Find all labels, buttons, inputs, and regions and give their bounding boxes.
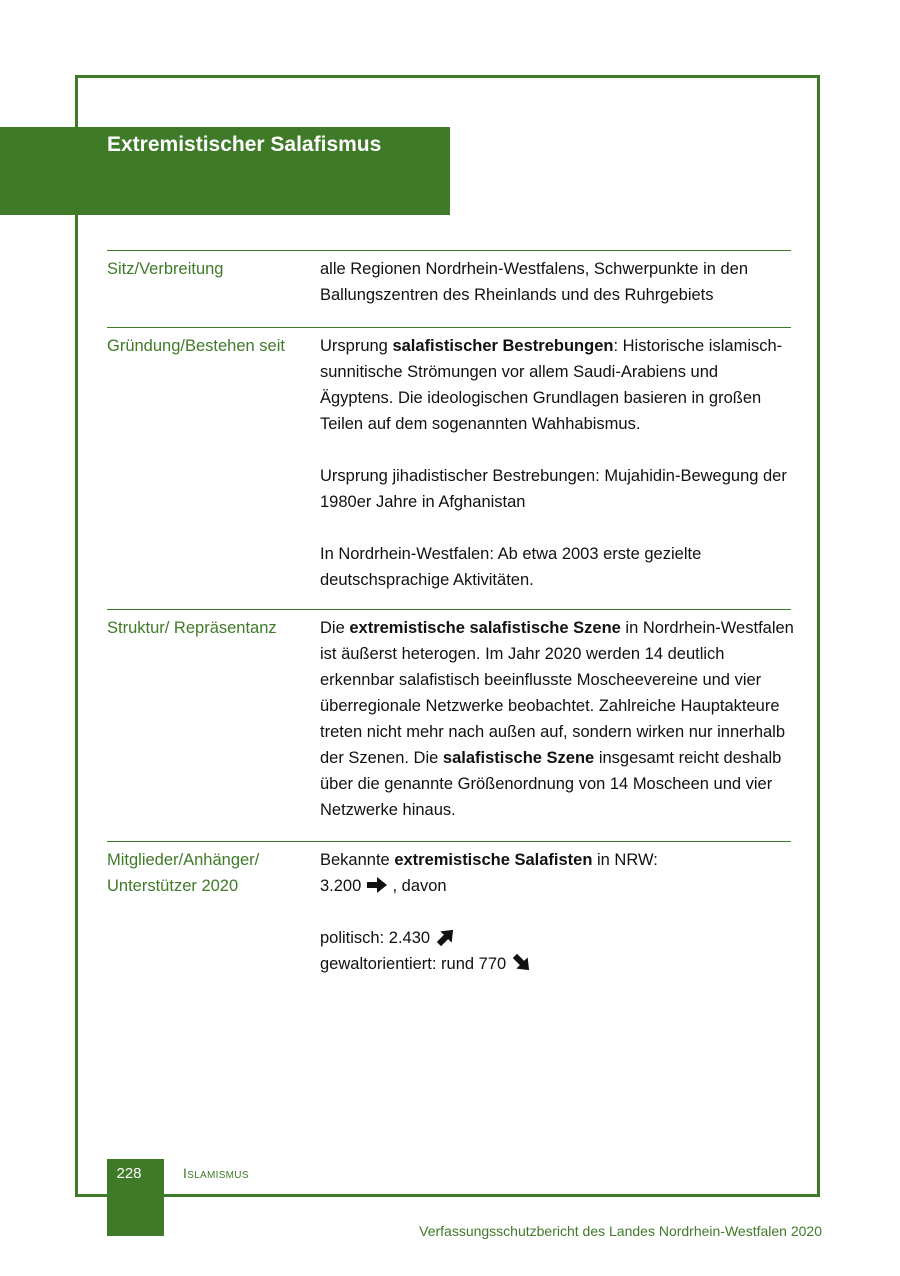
row-content xyxy=(320,615,795,823)
text-run: Ursprung xyxy=(320,337,393,355)
bold-text: salafistische Szene xyxy=(442,749,595,767)
text-run: insgesamt reicht deshalb über die genannte Größenordnung von 14 Moscheen und vier Netzwerke hinaus. xyxy=(320,749,782,819)
row-content xyxy=(320,333,795,593)
violent-count: gewaltorientiert: rund 770 xyxy=(320,955,507,973)
arrow-up-right-icon xyxy=(435,928,457,946)
row-label: Sitz/Verbreitung xyxy=(107,260,224,278)
paragraph xyxy=(320,333,795,437)
row-content xyxy=(320,847,795,977)
text-run: in Nordrhein-Westfalen ist äußerst heterogen. Im Jahr 2020 werden 14 deutlich erkennbar salafistisch beeinflusste Moscheevereine und vier überregionale Netzwerke beobachtet. Zahlreiche Hauptakteure treten nicht mehr nach außen auf, sondern wirken nur innerhalb der Szenen. Die xyxy=(320,619,794,767)
bold-text: extremistische salafistische Szene xyxy=(349,619,621,637)
table-row-mitglieder xyxy=(107,841,791,973)
paragraph xyxy=(320,847,795,899)
text-run: : Historische islamisch-sunnitische Strömungen vor allem Saudi-Arabiens und Ägyptens. Die ideologischen Grundlagen basieren in großen Teilen auf dem sogenannten Wahhabismus. xyxy=(320,337,783,433)
text-run: , davon xyxy=(392,877,447,895)
paragraph xyxy=(320,925,795,977)
row-content xyxy=(320,256,795,308)
political-count: politisch: 2.430 xyxy=(320,929,431,947)
text-run: Bekannte xyxy=(320,851,395,869)
paragraph xyxy=(320,615,795,823)
row-label: Struktur/ Repräsentanz xyxy=(107,619,277,637)
arrow-down-right-icon xyxy=(511,954,533,972)
bold-text: extremistische Salafisten xyxy=(394,851,593,869)
bold-text: salafistischer Bestrebungen xyxy=(392,337,614,355)
arrow-right-icon xyxy=(366,876,388,894)
text-run: Die xyxy=(320,619,350,637)
paragraph: alle Regionen Nordrhein-Westfalens, Schwerpunkte in den Ballungszentren des Rheinlands und des Ruhrgebiets xyxy=(320,260,749,304)
paragraph: Ursprung jihadistischer Bestrebungen: Mujahidin-Bewegung der 1980er Jahre in Afghanistan xyxy=(320,467,787,511)
table-row-struktur xyxy=(107,609,794,819)
row-label: Gründung/Bestehen seit xyxy=(107,337,285,355)
paragraph: In Nordrhein-Westfalen: Ab etwa 2003 erste gezielte deutschsprachige Aktivitäten. xyxy=(320,545,702,589)
page-title: Extremistischer Salafismus xyxy=(107,133,382,156)
label-line: Unterstützer 2020 xyxy=(107,877,239,895)
label-line: Mitglieder/Anhänger/ xyxy=(107,851,260,869)
total-count: 3.200 xyxy=(320,877,362,895)
section-name: Islamismus xyxy=(183,1165,249,1181)
table-row-gruendung xyxy=(107,327,791,589)
publication-footer: Verfassungsschutzbericht des Landes Nordrhein-Westfalen 2020 xyxy=(419,1223,822,1239)
text-run: in NRW: xyxy=(592,851,658,869)
table-row-sitz xyxy=(107,250,791,304)
row-label xyxy=(107,847,312,899)
page-number: 228 xyxy=(116,1165,142,1182)
